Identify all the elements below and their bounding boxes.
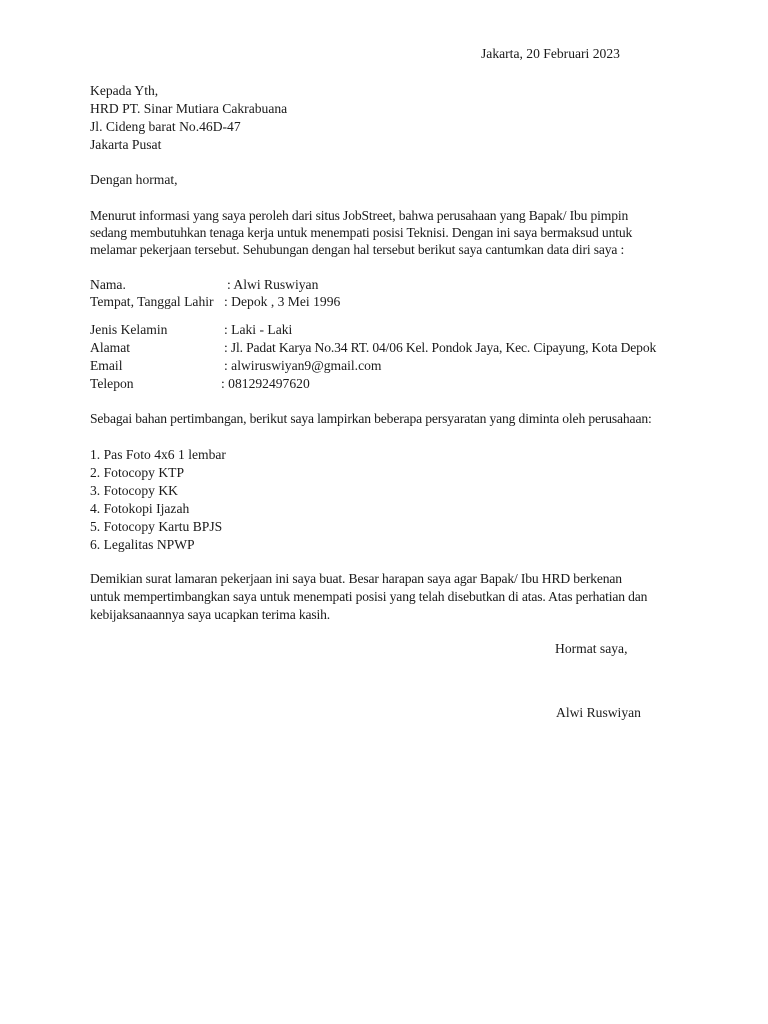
- intro-line-2: sedang membutuhkan tenaga kerja untuk menempati posisi Teknisi. Dengan ini saya bermaksud untuk: [90, 225, 633, 240]
- signer-name: Alwi Ruswiyan: [556, 705, 641, 720]
- list-item: 3. Fotocopy KK: [90, 483, 178, 498]
- greeting: Dengan hormat,: [90, 172, 178, 187]
- recipient-company: HRD PT. Sinar Mutiara Cakrabuana: [90, 101, 288, 116]
- phone-label: Telepon: [90, 376, 134, 391]
- intro-line-3: melamar pekerjaan tersebut. Sehubungan dengan hal tersebut berikut saya cantumkan data diri saya :: [90, 242, 625, 257]
- recipient-city: Jakarta Pusat: [90, 137, 162, 152]
- closing-line-1: Demikian surat lamaran pekerjaan ini saya buat. Besar harapan saya agar Bapak/ Ibu HRD berkenan: [90, 571, 622, 586]
- address-label: Alamat: [90, 340, 131, 355]
- list-item: 2. Fotocopy KTP: [90, 465, 185, 480]
- list-item: 4. Fotokopi Ijazah: [90, 501, 190, 516]
- sign-off: Hormat saya,: [555, 641, 628, 656]
- recipient-street: Jl. Cideng barat No.46D-47: [90, 119, 241, 134]
- list-item: 6. Legalitas NPWP: [90, 537, 195, 552]
- gender-label: Jenis Kelamin: [90, 322, 168, 337]
- birth-label: Tempat, Tanggal Lahir: [90, 294, 214, 309]
- attachments-intro: Sebagai bahan pertimbangan, berikut saya lampirkan beberapa persyaratan yang diminta oleh perusahaan:: [90, 411, 652, 426]
- name-label: Nama.: [90, 277, 126, 292]
- birth-value: : Depok , 3 Mei 1996: [224, 294, 341, 309]
- closing-line-3: kebijaksanaannya saya ucapkan terima kasih.: [90, 607, 331, 622]
- email-value: : alwiruswiyan9@gmail.com: [224, 358, 382, 373]
- intro-line-1: Menurut informasi yang saya peroleh dari situs JobStreet, bahwa perusahaan yang Bapak/ Ibu pimpin: [90, 208, 629, 223]
- phone-value: : 081292497620: [221, 376, 310, 391]
- list-item: 1. Pas Foto 4x6 1 lembar: [90, 447, 226, 462]
- closing-line-2: untuk mempertimbangkan saya untuk menempati posisi yang telah disebutkan di atas. Atas perhatian dan: [90, 589, 648, 604]
- list-item: 5. Fotocopy Kartu BPJS: [90, 519, 223, 534]
- gender-value: : Laki - Laki: [224, 322, 293, 337]
- recipient-salutation: Kepada Yth,: [90, 83, 159, 98]
- email-label: Email: [90, 358, 123, 373]
- address-value: : Jl. Padat Karya No.34 RT. 04/06 Kel. Pondok Jaya, Kec. Cipayung, Kota Depok: [224, 340, 657, 355]
- name-value: : Alwi Ruswiyan: [227, 277, 319, 292]
- date-line: Jakarta, 20 Februari 2023: [481, 46, 620, 61]
